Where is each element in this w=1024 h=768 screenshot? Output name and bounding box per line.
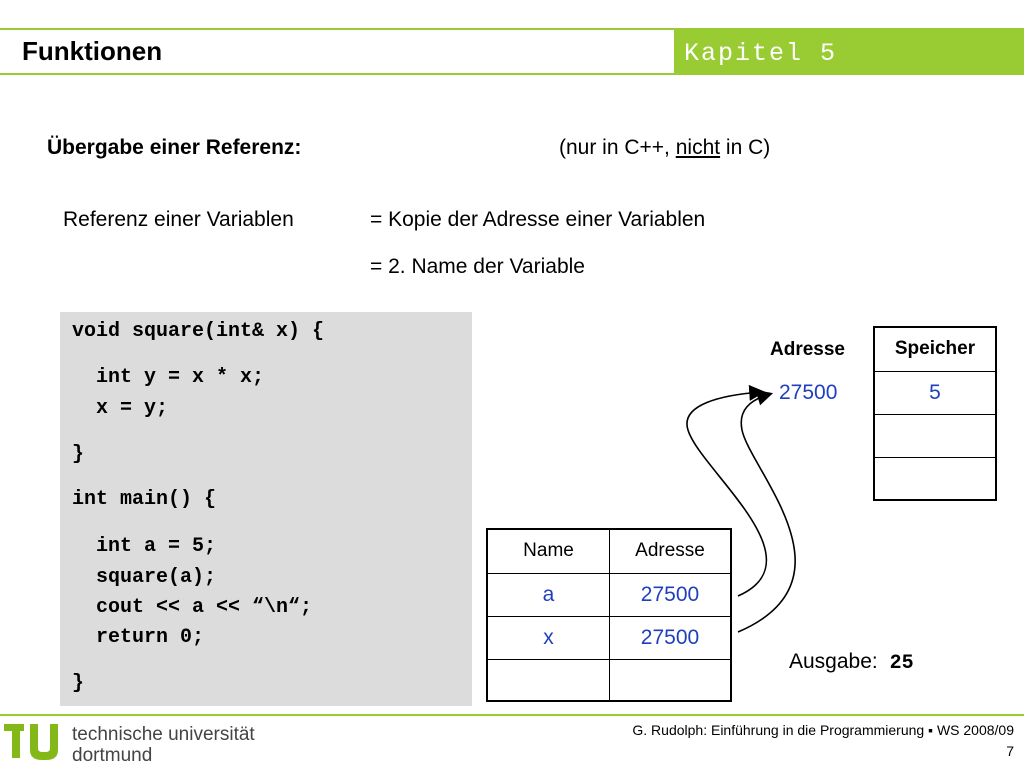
definition-line-1: = Kopie der Adresse einer Variablen: [370, 208, 706, 231]
code-line: int main() {: [72, 488, 217, 511]
slide-title: Funktionen: [22, 36, 163, 66]
code-line: }: [72, 672, 85, 695]
name-cell: a: [487, 573, 610, 616]
name-table-header: Name: [487, 529, 610, 573]
output-value: 25: [889, 652, 914, 675]
note-prefix: (nur in C++,: [559, 136, 676, 159]
university-name-line-1: technische universität: [72, 724, 255, 745]
output-label: Ausgabe:: [789, 650, 878, 673]
footer-credit: G. Rudolph: Einführung in die Programmierung ▪ WS 2008/09: [632, 722, 1014, 738]
address-cell: 27500: [610, 573, 732, 616]
note-underlined: nicht: [675, 136, 721, 159]
page-number: 7: [1006, 743, 1014, 759]
memory-address: 27500: [779, 381, 838, 404]
memory-value: 5: [874, 371, 996, 414]
output-line: [789, 650, 914, 675]
note-suffix: in C): [720, 136, 771, 159]
tu-logo-icon: [4, 720, 64, 764]
section-heading: Übergabe einer Referenz:: [47, 136, 302, 159]
definition-term: Referenz einer Variablen: [63, 208, 294, 231]
code-line: cout << a << “\n“;: [72, 596, 313, 619]
code-line: return 0;: [72, 626, 205, 649]
code-line: x = y;: [72, 397, 169, 420]
definition-line-2: = 2. Name der Variable: [370, 255, 585, 278]
code-line: }: [72, 443, 85, 466]
university-name-line-2: dortmund: [72, 745, 153, 766]
code-line: square(a);: [72, 566, 217, 589]
address-cell: 27500: [610, 616, 732, 659]
code-line: void square(int& x) {: [72, 320, 325, 343]
code-line: int a = 5;: [72, 535, 217, 558]
code-line: int y = x * x;: [72, 366, 265, 389]
name-cell: x: [487, 616, 610, 659]
memory-header: Speicher: [874, 327, 996, 371]
chapter-label: Kapitel 5: [684, 39, 838, 68]
memory-address-label: Adresse: [770, 339, 845, 360]
name-table-header: Adresse: [610, 529, 732, 573]
footer-rule: [0, 714, 1024, 716]
arrow-a-to-address: [687, 392, 766, 596]
